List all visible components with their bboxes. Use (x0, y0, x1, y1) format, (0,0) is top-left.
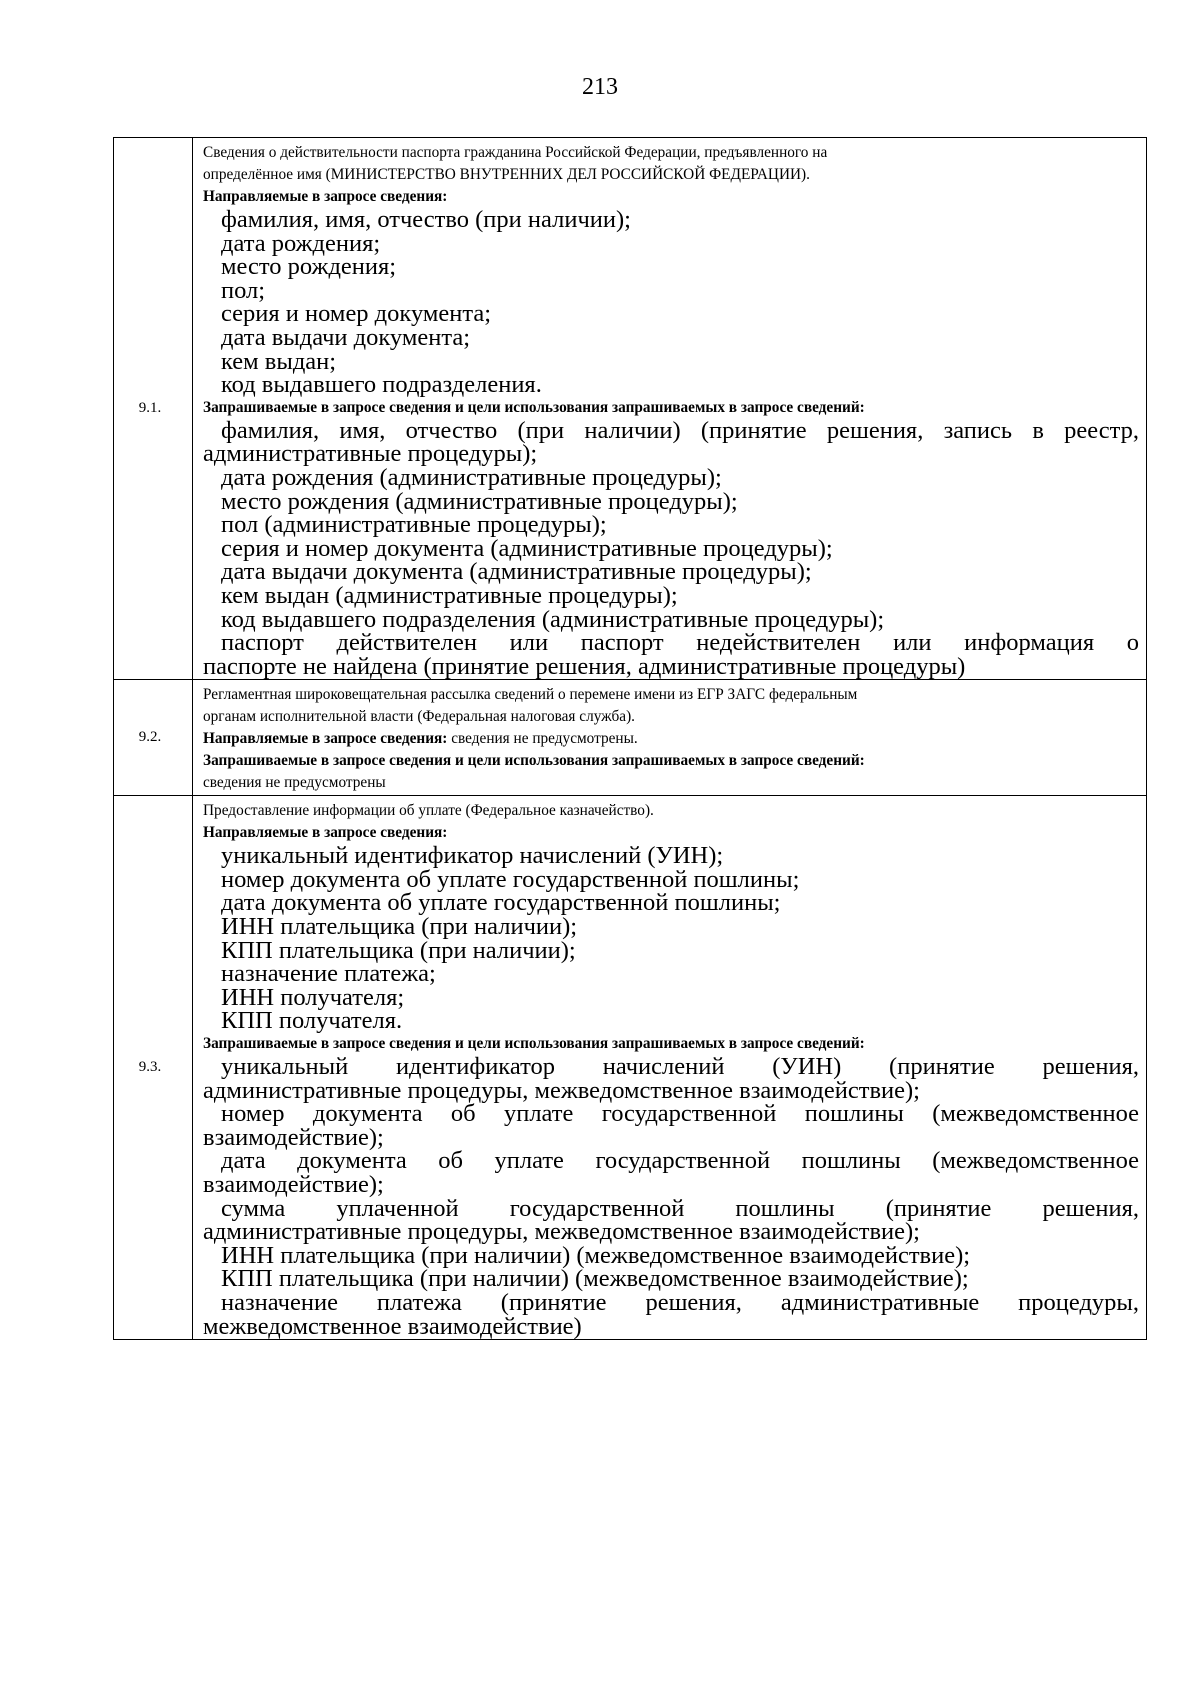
requested-value: сведения не предусмотрены (203, 774, 386, 792)
list-item: место рождения; (221, 253, 397, 281)
list-item: дата выдачи документа (административные процедуры); (221, 558, 812, 586)
list-item: фамилия, имя, отчество (при наличии) (принятие решения, запись в реестр, (221, 416, 1139, 444)
list-item: серия и номер документа (административные процедуры); (221, 534, 833, 562)
list-item: ИНН плательщика (при наличии) (межведомственное взаимодействие); (221, 1241, 971, 1269)
list-item: дата документа об уплате государственной пошлины; (221, 889, 781, 917)
list-item-continuation: взаимодействие); (203, 1171, 384, 1198)
row-number: 9.2. (114, 680, 193, 796)
sent-value: сведения не предусмотрены. (447, 730, 638, 748)
table-row (114, 680, 1147, 796)
table-row (114, 138, 1147, 680)
list-item: пол; (221, 276, 266, 304)
list-item: дата рождения; (221, 229, 381, 257)
row-number: 9.3. (114, 796, 193, 1340)
list-item: номер документа об уплате государственной пошлины; (221, 865, 800, 893)
list-item-continuation: паспорте не найдена (принятие решения, административные процедуры) (203, 652, 966, 680)
list-item: дата рождения (административные процедуры); (221, 463, 722, 491)
sent-heading: Направляемые в запросе сведения: (203, 730, 448, 748)
row-title: Регламентная широковещательная рассылка сведений о перемене имени из ЕГР ЗАГС федеральным (203, 686, 858, 704)
list-item: уникальный идентификатор начислений (УИН); (221, 842, 724, 870)
list-item: место рождения (административные процедуры); (221, 487, 738, 515)
list-item-continuation: административные процедуры); (203, 440, 538, 468)
list-item: КПП плательщика (при наличии); (221, 936, 576, 964)
list-item-continuation: взаимодействие); (203, 1123, 384, 1151)
row-content (193, 138, 1147, 680)
row-content (193, 796, 1147, 1340)
list-item: пол (административные процедуры); (221, 511, 607, 539)
row-title: Предоставление информации об уплате (Федеральное казначейство). (203, 802, 654, 820)
row-title: Сведения о действительности паспорта гражданина Российской Федерации, предъявленного на (203, 144, 828, 161)
list-item: КПП получателя. (221, 1007, 403, 1035)
list-item: уникальный идентификатор начислений (УИН) (принятие решения, (221, 1053, 1139, 1081)
requested-heading: Запрашиваемые в запросе сведения и цели использования запрашиваемых в запросе сведений: (203, 398, 865, 416)
requested-heading: Запрашиваемые в запросе сведения и цели использования запрашиваемых в запросе сведений: (203, 752, 865, 770)
row-number: 9.1. (114, 138, 193, 680)
list-item: код выдавшего подразделения (административные процедуры); (221, 605, 885, 633)
list-item-continuation: межведомственное взаимодействие) (203, 1312, 582, 1340)
list-item: паспорт действителен или паспорт недействителен или информация о (221, 629, 1139, 657)
list-item: кем выдан (административные процедуры); (221, 581, 678, 609)
sent-heading: Направляемые в запросе сведения: (203, 188, 448, 205)
row-title: органам исполнительной власти (Федеральная налоговая служба). (203, 708, 636, 726)
row-content (193, 680, 1147, 796)
requested-heading: Запрашиваемые в запросе сведения и цели использования запрашиваемых в запросе сведений: (203, 1035, 865, 1053)
list-item: код выдавшего подразделения. (221, 371, 542, 399)
data-table (113, 137, 1147, 1340)
list-item: КПП плательщика (при наличии) (межведомственное взаимодействие); (221, 1265, 969, 1293)
page-number: 213 (582, 74, 618, 100)
sent-line (203, 728, 1139, 750)
list-item: назначение платежа; (221, 960, 436, 988)
list-item: сумма уплаченной государственной пошлины (принятие решения, (221, 1194, 1139, 1222)
table-row (114, 796, 1147, 1340)
list-item: кем выдан; (221, 347, 337, 375)
list-item: серия и номер документа; (221, 300, 492, 328)
list-item: фамилия, имя, отчество (при наличии); (221, 206, 631, 233)
list-item: номер документа об уплате государственной пошлины (межведомственное (221, 1100, 1139, 1128)
sent-heading: Направляемые в запросе сведения: (203, 824, 448, 842)
list-item: ИНН получателя; (221, 983, 405, 1011)
list-item: дата документа об уплате государственной пошлины (межведомственное (221, 1147, 1139, 1175)
list-item: назначение платежа (принятие решения, административные процедуры, (221, 1288, 1139, 1316)
list-item: ИНН плательщика (при наличии); (221, 913, 578, 941)
list-item: дата выдачи документа; (221, 323, 471, 351)
row-title: определённое имя (МИНИСТЕРСТВО ВНУТРЕННИХ ДЕЛ РОССИЙСКОЙ ФЕДЕРАЦИИ). (203, 166, 810, 183)
list-item-continuation: административные процедуры, межведомственное взаимодействие); (203, 1218, 920, 1246)
list-item-continuation: административные процедуры, межведомственное взаимодействие); (203, 1076, 920, 1104)
